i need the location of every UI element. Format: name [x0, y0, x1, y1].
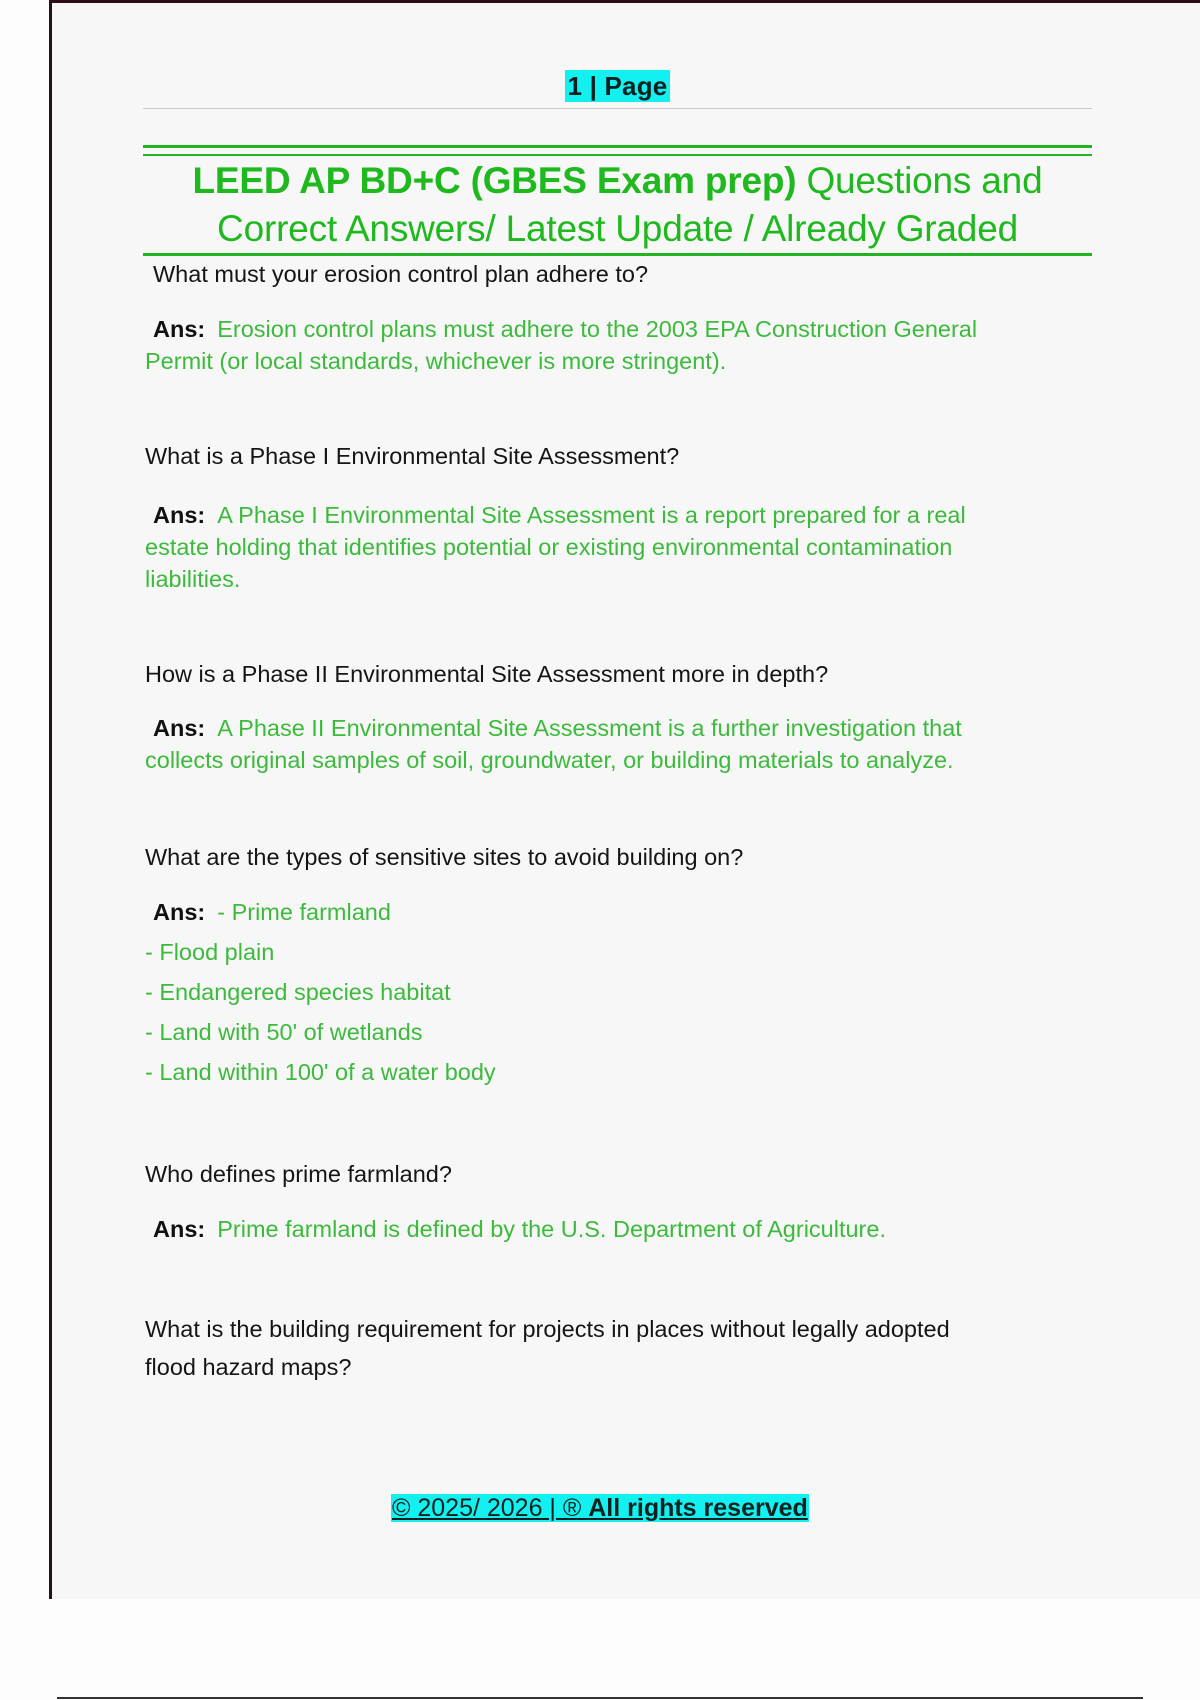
title-line-1: [143, 157, 1092, 205]
copyright-years: © 2025/ 2026 | ®: [392, 1494, 589, 1522]
answer-text: A Phase I Environmental Site Assessment is a report prepared for a real: [217, 502, 966, 528]
question: Who defines prime farmland?: [145, 1161, 452, 1187]
title-top-rule-thin: [143, 154, 1092, 156]
answer-label: Ans:: [153, 1216, 206, 1242]
title-line-2: Correct Answers/ Latest Update / Already Graded: [217, 208, 1018, 249]
answer-list-item: - Prime farmland: [217, 899, 391, 925]
page-footer: [391, 1493, 809, 1523]
answer-list-item: - Land within 100' of a water body: [145, 1059, 496, 1085]
answer: [145, 313, 1085, 345]
answer-label: Ans:: [153, 715, 206, 741]
answer-text: A Phase II Environmental Site Assessment is a further investigation that: [217, 715, 962, 741]
answer: [145, 499, 1085, 531]
title-regular-part: Questions and: [796, 160, 1043, 201]
title-block: [143, 145, 1092, 256]
copyright-rights: All rights reserved: [588, 1494, 808, 1522]
qa-item: [145, 1310, 1085, 1386]
answer-text: Prime farmland is defined by the U.S. Department of Agriculture.: [217, 1216, 886, 1242]
answer: [145, 1213, 1085, 1245]
question: What must your erosion control plan adhere to?: [153, 261, 649, 287]
answer-continued: collects original samples of soil, groundwater, or building materials to analyze.: [145, 747, 954, 773]
question: What are the types of sensitive sites to avoid building on?: [145, 844, 744, 870]
title-bold-part: LEED AP BD+C (GBES Exam prep): [192, 160, 797, 201]
qa-item: [145, 440, 1085, 595]
qa-item: [145, 841, 1085, 1092]
answer-label: Ans:: [153, 899, 206, 925]
page-bottom-rule: [57, 1697, 1143, 1699]
question: What is the building requirement for projects in places without legally adopted: [145, 1316, 950, 1342]
answer-list-item: - Flood plain: [145, 939, 275, 965]
answer-continued: estate holding that identifies potential or existing environmental contamination: [145, 534, 953, 560]
title-bottom-rule: [143, 253, 1092, 256]
document-title: [143, 157, 1092, 253]
qa-item: [145, 1158, 1085, 1245]
answer-text: Erosion control plans must adhere to the 2003 EPA Construction General: [217, 316, 978, 342]
answer-label: Ans:: [153, 502, 206, 528]
answer-continued: Permit (or local standards, whichever is more stringent).: [145, 348, 727, 374]
answer-list-item: - Endangered species habitat: [145, 979, 451, 1005]
header-divider: [143, 108, 1092, 109]
question: How is a Phase II Environmental Site Assessment more in depth?: [145, 661, 829, 687]
answer-label: Ans:: [153, 316, 206, 342]
answer-list-item: - Land with 50' of wetlands: [145, 1019, 423, 1045]
answer: [145, 892, 1085, 932]
answer-continued: liabilities.: [145, 566, 241, 592]
question: What is a Phase I Environmental Site Assessment?: [145, 443, 680, 469]
page-number: 1 | Page: [565, 70, 671, 102]
page-header: [143, 70, 1092, 102]
qa-item: [145, 658, 1085, 776]
question-continued: flood hazard maps?: [145, 1354, 352, 1380]
answer: [145, 712, 1085, 744]
copyright-notice: [391, 1494, 809, 1522]
qa-item: [145, 258, 1085, 377]
